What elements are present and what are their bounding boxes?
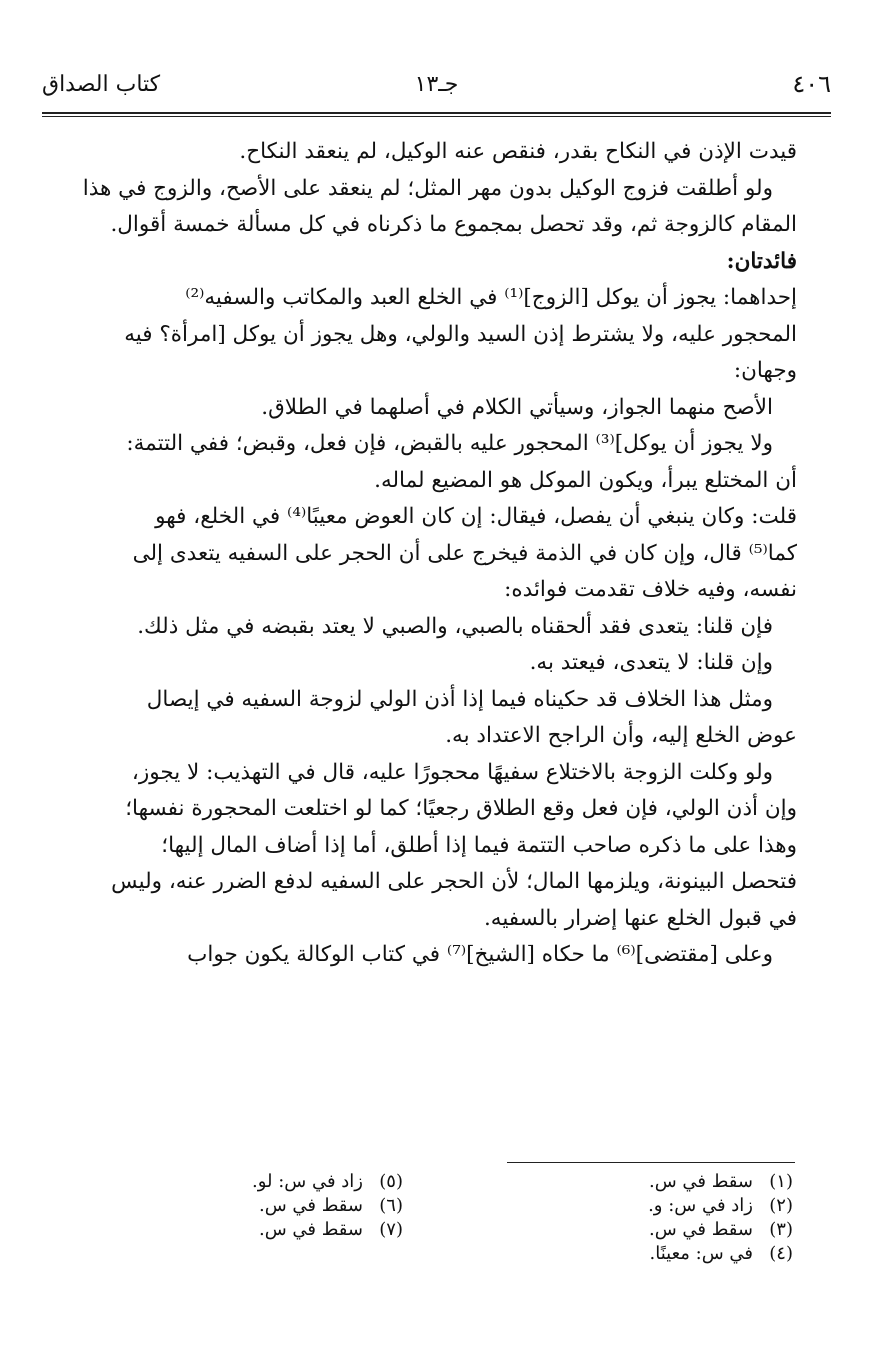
page-number: ٤٠٦ (792, 70, 831, 98)
footnote (103, 1218, 403, 1242)
text-line: الأصح منهما الجواز، وسيأتي الكلام في أصلهما في الطلاق. (261, 394, 773, 420)
footnotes-right-column (493, 1170, 793, 1266)
text-line: قلت: وكان ينبغي أن يفصل، فيقال: إن كان العوض معيبًا⁽⁴⁾ في الخلع، فهو (155, 504, 797, 529)
footnote-number: (٥) (379, 1171, 403, 1192)
text-line: وعلى [مقتضى]⁽⁶⁾ ما حكاه [الشيخ]⁽⁷⁾ في كتاب الوكالة يكون جواب (187, 942, 773, 967)
footnote-number: (٦) (379, 1195, 403, 1216)
text-line: المحجور عليه، ولا يشترط إذن السيد والولي، وهل يجوز أن يوكل [امرأة؟ فيه (124, 321, 797, 347)
footnote (103, 1194, 403, 1218)
text-line: كما⁽⁵⁾ قال، وإن كان في الذمة فيخرج على أن الحجر على السفيه يتعدى إلى (132, 540, 797, 566)
text-line: في قبول الخلع عنها إضرار بالسفيه. (483, 905, 797, 931)
footnote-number: (٧) (379, 1219, 403, 1240)
footnote-number: (١) (769, 1171, 793, 1192)
text-line: فإن قلنا: يتعدى فقد ألحقناه بالصبي، والصبي لا يعتد بقبضه في مثل ذلك. (137, 613, 773, 639)
text-line: وجهان: (733, 358, 797, 383)
footnotes-left-column (103, 1170, 403, 1242)
footnote (493, 1170, 793, 1194)
text-line: وإن قلنا: لا يتعدى، فيعتد به. (529, 650, 773, 675)
footnote-text: سقط في س. (258, 1219, 363, 1240)
header-rule (42, 112, 831, 117)
text-line: عوض الخلع إليه، وأن الراجح الاعتداد به. (445, 723, 797, 748)
text-line: أن المختلع يبرأ، ويكون الموكل هو المضيع لماله. (374, 467, 797, 493)
section-heading: فائدتان: (726, 248, 797, 274)
chapter-title: كتاب الصداق (42, 71, 161, 97)
footnote-number: (٢) (769, 1195, 793, 1216)
footnote (493, 1194, 793, 1218)
footnote (103, 1170, 403, 1194)
text-line: ولا يجوز أن يوكل]⁽³⁾ المحجور عليه بالقبض، فإن فعل، وقبض؛ ففي التتمة: (126, 431, 773, 456)
footnote-number: (٣) (769, 1219, 793, 1240)
text-line: إحداهما: يجوز أن يوكل [الزوج]⁽¹⁾ في الخلع العبد والمكاتب والسفيه⁽²⁾ (185, 285, 797, 310)
volume-label: جـ١٣ (414, 71, 459, 97)
text-line: وإن أذن الولي، فإن فعل وقع الطلاق رجعيًا؛ كما لو اختلعت المحجورة نفسها؛ (125, 796, 797, 821)
text-line: نفسه، وفيه خلاف تقدمت فوائده: (504, 577, 797, 602)
footnote-text: زاد في س: و. (648, 1195, 753, 1216)
text-line: فتحصل البينونة، ويلزمها المال؛ لأن الحجر على السفيه لدفع الضرر عنه، وليس (111, 869, 797, 894)
footnote-rule (507, 1162, 795, 1163)
footnote-text: سقط في س. (648, 1219, 753, 1240)
text-line: قيدت الإذن في النكاح بقدر، فنقص عنه الوكيل، لم ينعقد النكاح. (239, 139, 797, 164)
footnote-number: (٤) (769, 1243, 793, 1264)
footnote (493, 1242, 793, 1266)
text-line: ومثل هذا الخلاف قد حكيناه فيما إذا أذن الولي لزوجة السفيه في إيصال (146, 686, 773, 712)
main-text (40, 134, 797, 974)
text-line: ولو وكلت الزوجة بالاختلاع سفيهًا محجورًا عليه، قال في التهذيب: لا يجوز، (131, 759, 773, 785)
footnote-text: سقط في س. (258, 1195, 363, 1216)
footnote-text: زاد في س: لو. (251, 1171, 363, 1192)
footnote-text: سقط في س. (648, 1171, 753, 1192)
page-header (42, 64, 831, 104)
footnote (493, 1218, 793, 1242)
text-line: المقام كالزوجة ثم، وقد تحصل بمجموع ما ذكرناه في كل مسألة خمسة أقوال. (110, 212, 797, 237)
text-line: وهذا على ما ذكره صاحب التتمة فيما إذا أطلق، أما إذا أضاف المال إليها؛ (161, 832, 797, 858)
text-line: ولو أطلقت فزوج الوكيل بدون مهر المثل؛ لم ينعقد على الأصح، والزوج في هذا (82, 175, 773, 201)
footnote-text: في س: معينًا. (649, 1243, 753, 1264)
